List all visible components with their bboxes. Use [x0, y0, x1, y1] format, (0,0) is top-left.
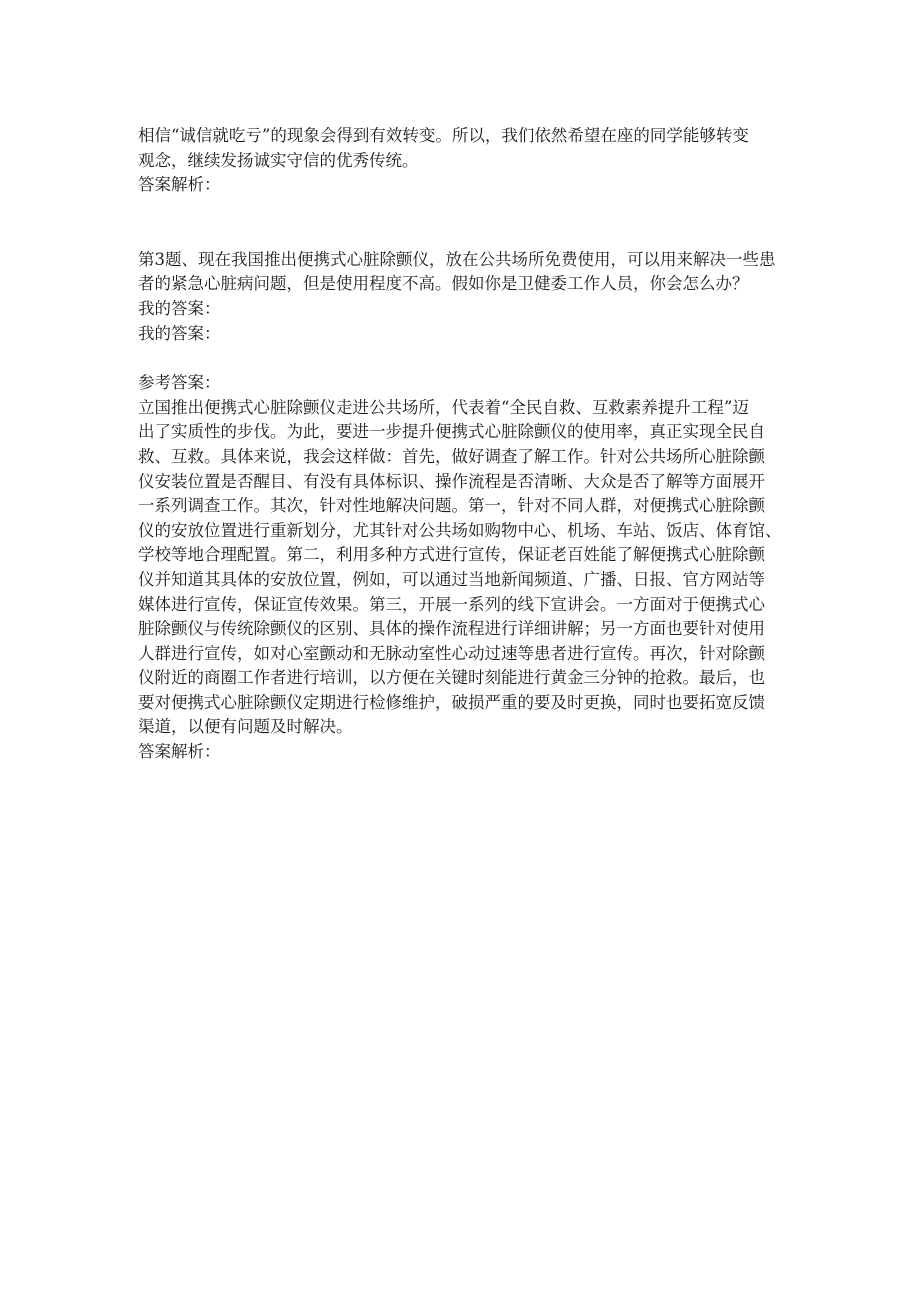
my-answer-label: 我的答案：	[138, 323, 221, 343]
document-page	[138, 124, 798, 765]
question-prompt-line: 者的紧急心脏病问题，但是使用程度不高。假如你是卫健委工作人员，你会怎么办？	[138, 274, 749, 294]
paragraph-line: 相信“诚信就吃亏”的现象会得到有效转变。所以，我们依然希望在座的同学能够转变	[138, 126, 749, 145]
reference-line: 仪的安放位置进行重新划分，尤其针对公共场如购物中心、机场、车站、饭店、体育馆、	[138, 520, 782, 540]
reference-line: 要对便携式心脏除颤仪定期进行检修维护，破损严重的要及时更换，同时也要拓宽反馈	[138, 692, 765, 712]
answer-analysis-label: 答案解析：	[138, 742, 221, 762]
reference-line: 渠道，以便有问题及时解决。	[138, 717, 353, 737]
reference-line: 仪并知道其具体的安放位置，例如，可以通过当地新闻频道、广播、日报、官方网站等	[138, 569, 765, 589]
previous-answer-block	[138, 124, 798, 198]
reference-line: 救、互救。具体来说，我会这样做：首先，做好调查了解工作。针对公共场所心脏除颤	[138, 446, 765, 466]
question-3-block	[138, 248, 798, 765]
reference-answer-text	[138, 396, 798, 740]
reference-line: 出了实质性的步伐。为此，要进一步提升便携式心脏除颤仪的使用率，真正实现全民自	[138, 422, 765, 442]
paragraph-line: 观念，继续发扬诚实守信的优秀传统。	[138, 150, 419, 170]
answer-analysis-label: 答案解析：	[138, 175, 221, 195]
reference-line: 仪附近的商圈工作者进行培训，以方便在关键时刻能进行黄金三分钟的抢救。最后，也	[138, 668, 765, 688]
reference-line: 学校等地合理配置。第二，利用多种方式进行宣传，保证老百姓能了解便携式心脏除颤	[138, 545, 765, 565]
my-answer-label: 我的答案：	[138, 298, 221, 318]
reference-line: 仪安装位置是否醒目、有没有具体标识、操作流程是否清晰、大众是否了解等方面展开	[138, 471, 765, 491]
reference-line: 立国推出便携式心脏除颤仪走进公共场所，代表着“全民自救、互救素养提升工程”迈	[138, 397, 749, 417]
reference-answer-label: 参考答案：	[138, 373, 221, 393]
question-prompt-line: 第3题、现在我国推出便携式心脏除颤仪，放在公共场所免费使用，可以用来解决一些患	[138, 249, 776, 269]
reference-line: 人群进行宣传，如对心室颤动和无脉动室性心动过速等患者进行宣传。再次，针对除颤	[138, 643, 765, 663]
reference-line: 脏除颤仪与传统除颤仪的区别、具体的操作流程进行详细讲解；另一方面也要针对使用	[138, 619, 765, 639]
reference-line: 媒体进行宣传，保证宣传效果。第三，开展一系列的线下宣讲会。一方面对于便携式心	[138, 594, 765, 614]
reference-line: 一系列调查工作。其次，针对性地解决问题。第一，针对不同人群，对便携式心脏除颤	[138, 496, 765, 516]
